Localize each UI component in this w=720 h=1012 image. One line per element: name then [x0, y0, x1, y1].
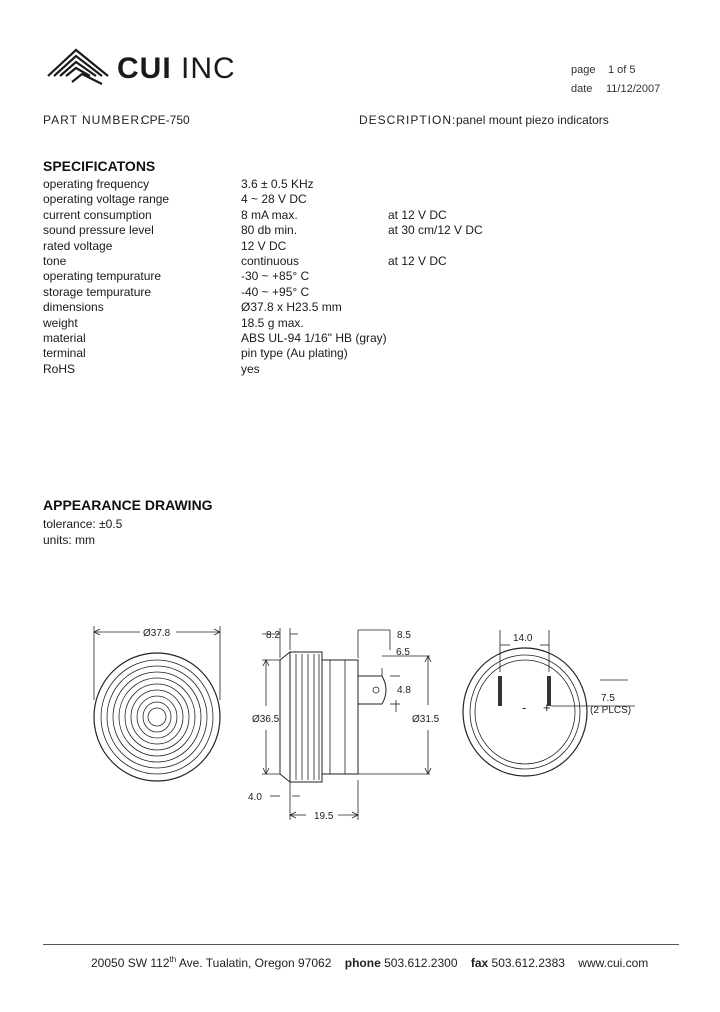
dim-8-5: 8.5 — [397, 630, 411, 641]
spec-row — [43, 331, 643, 346]
description-value: panel mount piezo indicators — [456, 113, 609, 127]
spec-value: -40 ~ +95° C — [241, 284, 310, 299]
part-number-value: CPE-750 — [141, 113, 190, 127]
appearance-title: APPEARANCE DRAWING — [43, 497, 213, 513]
footer-divider — [43, 944, 679, 945]
page-value: 1 of 5 — [608, 64, 636, 76]
dim-4-0: 4.0 — [248, 792, 262, 803]
spec-label: operating frequency — [43, 177, 150, 191]
spec-value: ABS UL-94 1/16" HB (gray) — [241, 331, 387, 345]
spec-row — [43, 239, 643, 254]
spec-row — [43, 177, 643, 192]
spec-value: Ø37.8 x H23.5 mm — [241, 300, 342, 315]
dim-diameter-31-5: Ø31.5 — [412, 714, 440, 725]
dim-14-0: 14.0 — [513, 633, 533, 644]
date-label: date — [571, 83, 593, 95]
spec-label: current consumption — [43, 207, 152, 222]
spec-value: 4 ~ 28 V DC — [241, 192, 307, 207]
logo-suffix: INC — [181, 52, 236, 85]
footer-contact — [91, 955, 648, 970]
dim-4-8: 4.8 — [397, 685, 411, 696]
footer-fax: 503.612.2383 — [491, 956, 565, 970]
spec-label: dimensions — [43, 300, 104, 315]
spec-row — [43, 285, 643, 300]
spec-row — [43, 300, 643, 315]
terminal-plus: + — [543, 700, 551, 715]
spec-label: sound pressure level — [43, 223, 154, 238]
dim-2-plcs: (2 PLCS) — [590, 705, 632, 716]
dim-diameter-36-5: Ø36.5 — [252, 714, 280, 725]
spec-note: at 12 V DC — [388, 207, 447, 222]
spec-row — [43, 362, 643, 377]
units-text: units: mm — [43, 533, 96, 547]
footer-phone: 503.612.2300 — [384, 956, 458, 970]
dim-6-5: 6.5 — [396, 647, 410, 658]
logo-name: CUI — [117, 52, 172, 85]
spec-value: yes — [241, 361, 260, 376]
spec-label: material — [43, 331, 86, 345]
tolerance-text: tolerance: ±0.5 — [43, 517, 123, 531]
spec-value: 12 V DC — [241, 238, 287, 253]
terminal-minus: - — [522, 700, 527, 715]
spec-row — [43, 192, 643, 207]
spec-row — [43, 208, 643, 223]
part-number-label: PART NUMBER: — [43, 113, 145, 127]
spec-label: storage tempurature — [43, 284, 152, 299]
specifications-title: SPECIFICATONS — [43, 158, 156, 174]
footer-address: 20050 SW 112th Ave. Tualatin, Oregon 97062 — [91, 955, 332, 970]
spec-value: -30 ~ +85° C — [241, 269, 310, 284]
dim-8-2: 8.2 — [266, 630, 280, 641]
spec-value: pin type (Au plating) — [241, 346, 348, 361]
spec-value: 3.6 ± 0.5 KHz — [241, 177, 314, 191]
spec-row — [43, 316, 643, 331]
spec-note: at 12 V DC — [388, 254, 447, 268]
appearance-drawing — [0, 615, 720, 830]
spec-label: rated voltage — [43, 238, 113, 253]
spec-label: terminal — [43, 346, 86, 361]
spec-value: 80 db min. — [241, 223, 298, 238]
spec-label: operating voltage range — [43, 192, 170, 207]
spec-value: continuous — [241, 254, 300, 268]
footer-website[interactable]: www.cui.com — [578, 956, 649, 970]
spec-label: weight — [43, 315, 78, 330]
dim-front-diameter: Ø37.8 — [143, 628, 171, 639]
spec-label: RoHS — [43, 361, 76, 376]
spec-value: 18.5 g max. — [241, 315, 304, 330]
spec-row — [43, 254, 643, 269]
spec-value: 8 mA max. — [241, 207, 298, 222]
date-value: 11/12/2007 — [606, 83, 661, 95]
dim-7-5: 7.5 — [601, 693, 615, 704]
dim-19-5: 19.5 — [314, 811, 334, 822]
page-label: page — [571, 64, 596, 76]
spec-row — [43, 269, 643, 284]
spec-row — [43, 346, 643, 361]
footer-phone-label: phone — [344, 956, 381, 970]
spec-note: at 30 cm/12 V DC — [388, 223, 483, 238]
front-view — [94, 626, 220, 781]
spec-label: operating tempurature — [43, 269, 162, 284]
footer-fax-label: fax — [470, 956, 489, 970]
spec-row — [43, 223, 643, 238]
cui-logo-mark — [46, 46, 112, 88]
description-label: DESCRIPTION: — [359, 113, 457, 127]
spec-label: tone — [43, 254, 67, 268]
company-logo-text — [117, 52, 236, 86]
